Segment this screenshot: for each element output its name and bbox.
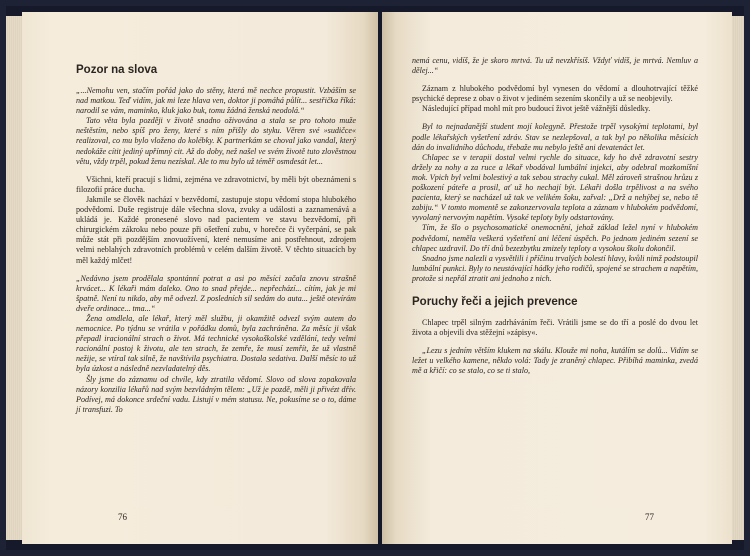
section-heading-pozor-na-slova: Pozor na slova: [76, 64, 158, 76]
paragraph: Tím, že šlo o psychosomatické onemocnění, jehož základ ležel nyní v hlubokém podvědomí, neměla veškerá vyšetření ani léčení úspěch. Po jednom jediném sezení se chlapec uzdravil. Do tří dnů bezezbytku zmizely teploty a vysokou školu dokončil.: [412, 223, 698, 253]
paragraph: Byl to nejnadanější student mojí kolegyně. Přestože trpěl vysokými teplotami, byl podle lékařských vyšetření zdráv. Stav se nezlepšoval, a tak byl po několika měsících dán do invalidního důchodu, třebaže mu nebylo ještě ani devatenáct let.: [412, 122, 698, 152]
left-page: [22, 12, 378, 544]
section-heading-poruchy-reci: Poruchy řeči a jejich prevence: [412, 295, 578, 308]
paragraph: „Lezu s jedním větším klukem na skálu. Klouže mi noha, kutálím se dolů... Vidím se ležet u velkého kamene, někdo volá: Tady je zraněný chlapec. Přibíhá maminka, zvedá mě a křičí: co se stalo, co se ti stalo,: [412, 346, 698, 376]
page-edges-left: [6, 16, 22, 540]
paragraph: Tato věta byla později v životě snadno oživována a stala se pro tohoto muže neštěstím, nebo spíš pro ženy, které s ním přišly do styku. Věren své »sudičce« realizoval, co mu bylo vloženo do kolébky. K partnerkám se choval jako vandal, který nedokáže cítit jediný upřímný cit. Až do doby, než našel ve svém životě tuto zlověstnou větu, vždy trpěl, pokud ženu nezískal. Ale to mu bylo už téměř osmdesát let...: [76, 116, 356, 166]
paragraph: Záznam z hlubokého podvědomí byl vynesen do vědomí a dlouhotrvající těžké psychické deprese z obav o život v jediném sezením skončily a už se neobjevily.: [412, 84, 698, 104]
paragraph: Chlapec se v terapii dostal velmi rychle do situace, kdy ho dvě zdravotní sestry držely za nohy a za ruce a lékař vbodával lumbální injekci, aby odebral mozkomíšní mok. Vpich byl velmi bolestivý a tak sebou strachy cukal. Měl zároveň strašnou hrůzu z poškození páteře a prosil, ať už ho nechají být. Lékaři došla trpělivost a na svého pacienta, který se nacházel už tak ve velikém šoku, zařval: „Drž a nehýbej se, nebo tě zabiju.“ V tomto momentě se zakonzervovala teplota a záznam v hlubokém podvědomí, vyvolaný nervovým napětím. Vysoké teploty byly odstartovány.: [412, 152, 698, 223]
paragraph: Snadno jsme nalezli a vysvětlili i příčinu trvalých bolestí hlavy, kvůli nimž podstoupil lumbální punkci. Byly to neustávající hádky jeho rodičů, spojené se strachem a napětím, protože si nepřál ztratit ani jednoho z nich.: [412, 253, 698, 283]
paragraph: nemá cenu, vidíš, že je skoro mrtvá. Tu už nevzkřísíš. Vždyť vidíš, je mrtvá. Nemluv a dělej...“: [412, 56, 698, 76]
page-number-left: 76: [118, 512, 127, 522]
paragraph: „...Nemohu ven, stačím pořád jako do stěny, která mě nechce propustit. Vzbáším se nad matkou. Teď vidím, jak mi leze hlava ven, doktor ji pomáhá půlít... sestřička říká: narodil se vám, maminko, kluk jako buk, tomu žádná ženská neodolá.“: [76, 86, 356, 116]
paragraph: „Nedávno jsem prodělala spontánní potrat a asi po měsíci začala znovu strašně krvácet... K lékaři mám daleko. Ono to snad přejde... nepřechází... cítím, jak je mi špatně. Není tu nikdo, aby mě odvezl. Z posledních sil sedám do auta... ještě otevírám dveře ordinace... tma...“: [76, 273, 356, 313]
paragraph: Všichni, kteří pracují s lidmi, zejména ve zdravotnictví, by měli být obeznámeni s filozofií práce ducha.: [76, 174, 356, 194]
paragraph: Žena omdlela, ale lékař, který měl službu, ji okamžitě odvezl svým autem do nemocnice. Po týdnu se vrátila v pořádku domů, byla zachráněna. Za měsíc ji však přepadl iracionální strach o život. Má technické vysokoškolské vzdělání, tedy velmi racionální postoj k životu, ale ten strach, že zemře, že musí zemřít, že už vlastně nežije, se vtíral tak silně, že navštívila psychiatra. Dostala sedativa. Další měsíc to už byla úzkost a následně nezvladatelný děs.: [76, 313, 356, 374]
page-number-right: 77: [645, 512, 654, 522]
book-spread: [6, 6, 744, 550]
paragraph: Následující případ mohl mít pro budoucí život ještě vážnější důsledky.: [422, 104, 651, 114]
paragraph: Chlapec trpěl silným zadrháváním řeči. Vrátili jsme se do tří a poslé do dvou let života a objevili dva stěžejní »zápisy«.: [412, 317, 698, 338]
paragraph: Jakmile se člověk nachází v bezvědomí, zastupuje stopu vědomí stopa hlubokého podvědomí. Duše registruje dále všechna slova, zvuky a události a zaznamenává a ukládá je. Každé pronesené slovo nad pacientem ve stavu bezvědomí, při chirurgickém zákroku nebo pouze při ošetření zubu, v horečce či vyčerpání, se pak může stát při pozdějším znovuožívení, které nemusíme ani postřehnout, zdrojem velmi neblahých zdravotních problémů v celém dalším životě. V těchto situacích by měl každý mlčet!: [76, 194, 356, 265]
paragraph: Šly jsme do záznamu od chvíle, kdy ztratila vědomí. Slovo od slova zopakovala názory konzilia lékařů nad svým bezvládným tělem: „Už je pozdě, měli ji přivézt dřív. Podívej, má dokonce srdeční vadu. Listují v mém statusu. Ne, pokusíme se o to, dáme jí transfuzi. To: [76, 374, 356, 414]
page-edges-right: [732, 16, 744, 540]
right-page: [382, 12, 732, 544]
